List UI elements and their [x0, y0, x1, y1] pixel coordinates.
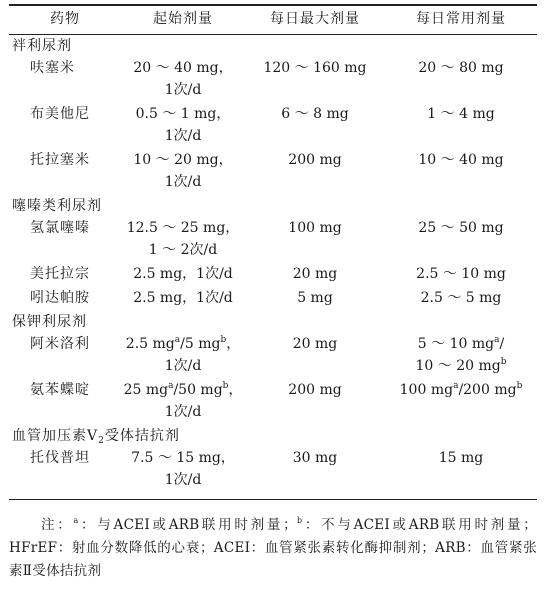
start-dose: 12.5 ～ 25 mg， 1 ～ 2次/d	[126, 220, 240, 258]
table-row	[9, 263, 537, 287]
drug-name: 呋塞米	[30, 60, 75, 76]
max-dose: 200 mg	[288, 382, 342, 398]
drug-name: 阿米洛利	[30, 336, 90, 352]
category-label: 保钾利尿剂	[12, 314, 87, 330]
table-row	[9, 333, 537, 379]
start-dose: 25 $mg^a/50$ $mg^b$， 1次/d	[123, 381, 243, 420]
header-drug: 药物	[9, 5, 121, 35]
usual-dose: 25 ～ 50 mg	[418, 220, 504, 236]
category-label: 血管加压素$V_2$受体拮抗剂	[12, 428, 180, 446]
usual-dose: 1 ～ 4 mg	[427, 106, 495, 122]
drug-name: 美托拉宗	[30, 266, 90, 282]
max-dose: 200 mg	[288, 152, 342, 168]
usual-dose: 5 ～ 10 $mg^a/$ 10 ～ 20 $mg^b$	[415, 335, 507, 374]
table-header-row	[9, 5, 537, 35]
usual-dose: 2.5 ～ 10 mg	[416, 266, 506, 282]
max-dose: 100 mg	[288, 220, 342, 236]
header-usual-daily-dose: 每日常用剂量	[385, 5, 537, 35]
start-dose: 2.5 mg，1次/d	[133, 290, 233, 306]
table-row	[9, 217, 537, 263]
table-row	[9, 447, 537, 500]
table-row	[9, 149, 537, 195]
start-dose: 10 ～ 20 mg， 1次/d	[133, 152, 233, 190]
category-label: 袢利尿剂	[12, 38, 72, 54]
drug-name: 氢氯噻嗪	[30, 220, 90, 236]
category-row	[9, 425, 537, 447]
max-dose: 20 mg	[292, 336, 338, 352]
category-row	[9, 311, 537, 333]
max-dose: 120 ～ 160 mg	[263, 60, 367, 76]
drug-name: 氨苯蝶啶	[30, 382, 90, 398]
start-dose: 2.5 mg，1次/d	[133, 266, 233, 282]
category-label: 噻嗪类利尿剂	[12, 198, 102, 214]
header-max-daily-dose: 每日最大剂量	[245, 5, 385, 35]
table-row	[9, 379, 537, 425]
start-dose: 7.5 ～ 15 mg， 1次/d	[121, 447, 245, 500]
category-row	[9, 35, 537, 58]
drug-name: 布美他尼	[30, 106, 90, 122]
usual-dose: 10 ～ 40 mg	[418, 152, 504, 168]
diuretic-dosage-table	[9, 4, 537, 500]
drug-name: 吲达帕胺	[30, 290, 90, 306]
start-dose: 0.5 ～ 1 mg， 1次/d	[135, 106, 231, 144]
usual-dose: 100 $mg^a/200$ $mg^b$	[399, 381, 523, 398]
header-start-dose: 起始剂量	[121, 5, 245, 35]
table-row	[9, 287, 537, 311]
start-dose: 20 ～ 40 mg， 1次/d	[133, 60, 233, 98]
drug-name: 托伐普坦	[9, 447, 121, 500]
usual-dose: 15 mg	[385, 447, 537, 500]
table-footnote: 注：$^a$：与ACEI或ARB联用时剂量；$^b$：不与ACEI或ARB联用时剂量；HFrEF：射血分数降低的心衰；ACEI：血管紧张素转化酶抑制剂；ARB：血管紧张素Ⅱ受体拮抗剂	[9, 516, 538, 579]
category-row	[9, 195, 537, 217]
max-dose: 30 mg	[245, 447, 385, 500]
table-row	[9, 57, 537, 103]
usual-dose: 20 ～ 80 mg	[418, 60, 504, 76]
max-dose: 6 ～ 8 mg	[281, 106, 349, 122]
table-row	[9, 103, 537, 149]
max-dose: 5 mg	[297, 290, 333, 306]
drug-name: 托拉塞米	[30, 152, 90, 168]
start-dose: 2.5 $mg^a/5$ $mg^b$， 1次/d	[125, 335, 241, 374]
usual-dose: 2.5 ～ 5 mg	[420, 290, 502, 306]
max-dose: 20 mg	[292, 266, 338, 282]
